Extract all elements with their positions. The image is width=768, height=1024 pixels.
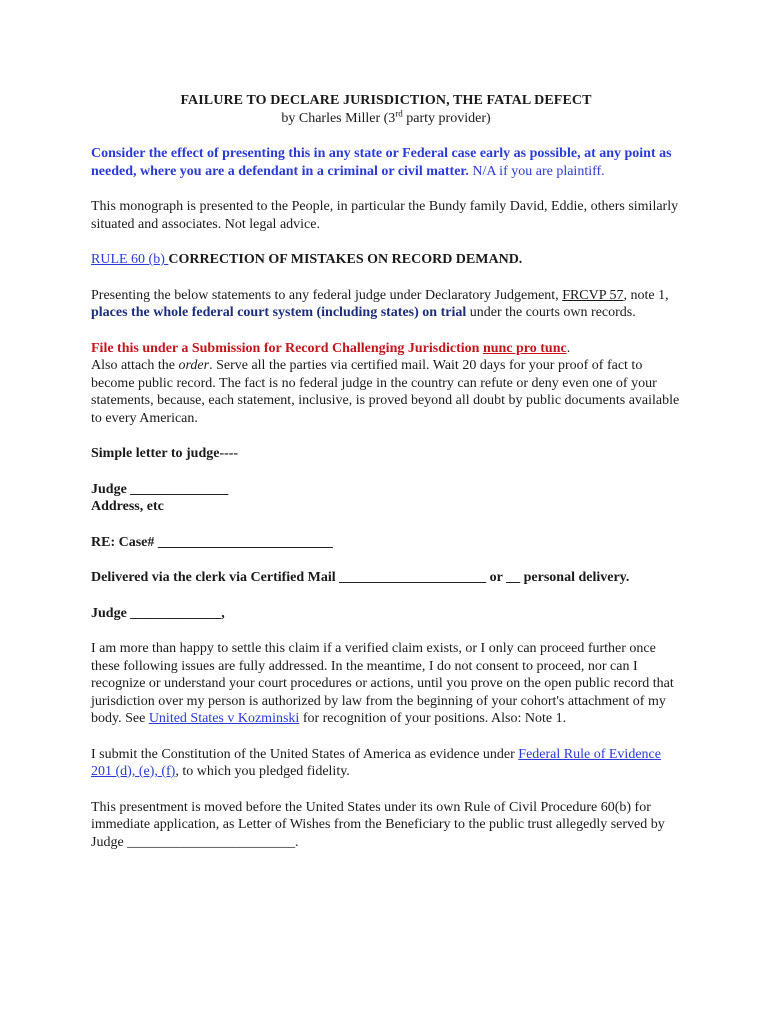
file-this-red: File this under a Submission for Record Challenging Jurisdiction (91, 340, 483, 356)
presenting-bold: places the whole federal court system (including states) on trial (91, 305, 467, 320)
address-line: Address, etc (91, 499, 164, 514)
presenting-text-3: under the courts own records. (466, 305, 636, 320)
re-case-line: RE: Case# _________________________ (91, 534, 333, 550)
presenting-paragraph (91, 287, 681, 322)
fre-201-link[interactable]: Federal Rule of Evidence 201 (d), (e), (f) (91, 746, 661, 779)
rule-heading-text: CORRECTION OF MISTAKES ON RECORD DEMAND. (168, 252, 523, 267)
settle-text-1: I am more than happy to settle this claim if a verified claim exists, or I only can proceed further once these following issues are fully addressed. In the meantime, I do not consent to proceed, nor can I recognize or understand your court procedures or actions, until you prove on the open public record that jurisdiction over my person is authorized by law from the beginning of your cohort's attachment of my body. See (91, 641, 674, 726)
intro-paragraph (91, 145, 681, 180)
intro-na: N/A if you are plaintiff. (468, 163, 605, 179)
salutation-line: Judge _____________, (91, 605, 225, 621)
kozminski-link[interactable]: United States v Kozminski (148, 711, 300, 726)
presenting-text-1: Presenting the below statements to any federal judge under Declaratory Judgement, (91, 287, 563, 303)
presenting-text-2: , note 1, (623, 287, 669, 303)
attach-paragraph (91, 357, 681, 427)
file-this-end: . (566, 340, 571, 356)
rule-heading (91, 251, 681, 269)
file-this-line (91, 340, 681, 358)
document-page (91, 92, 681, 851)
attach-order-italic: order (178, 358, 210, 373)
intro-bold: Consider the effect of presenting this in any state or Federal case early as possible, at any point as needed, where you are a defendant in a criminal or civil matter. (91, 146, 672, 179)
judge-line: Judge ______________ (91, 481, 229, 497)
letter-intro: Simple letter to judge---- (91, 446, 239, 461)
rule-60b-link[interactable]: RULE 60 (b) (91, 252, 169, 267)
byline-post: party provider) (402, 110, 491, 126)
delivered-line: Delivered via the clerk via Certified Mail _____________________ or __ personal delivery. (91, 570, 630, 585)
monograph-paragraph: This monograph is presented to the People, in particular the Bundy family David, Eddie, others similarly situated and associates. Not legal advice. (91, 199, 679, 232)
attach-text-1: Also attach the (91, 358, 179, 373)
byline-pre: by Charles Miller (3 (281, 110, 396, 126)
attach-text-2: . Serve all the parties via certified mail. Wait 20 days for your proof of fact to become public record. The fact is no federal judge in the country can refute or deny even one of your statements, because, each statement, inclusive, is proved beyond all doubt by public documents available to every American. (91, 358, 680, 426)
byline-sup: rd (395, 107, 403, 118)
settle-text-2: for recognition of your positions. Also: Note 1. (299, 711, 567, 726)
settle-paragraph (91, 640, 681, 728)
frcvp-57-link[interactable]: FRCVP 57 (562, 287, 624, 303)
document-title: FAILURE TO DECLARE JURISDICTION, THE FATAL DEFECT (180, 93, 592, 108)
nunc-pro-tunc: nunc pro tunc (482, 340, 567, 356)
submit-text-2: , to which you pledged fidelity. (175, 764, 350, 779)
submit-text-1: I submit the Constitution of the United States of America as evidence under (91, 746, 519, 762)
byline (91, 107, 681, 128)
presentment-paragraph: This presentment is moved before the United States under its own Rule of Civil Procedure 60(b) for immediate application, as Letter of Wishes from the Beneficiary to the public trust allegedly served by Judge ________________________. (91, 799, 665, 850)
submit-paragraph (91, 746, 681, 781)
